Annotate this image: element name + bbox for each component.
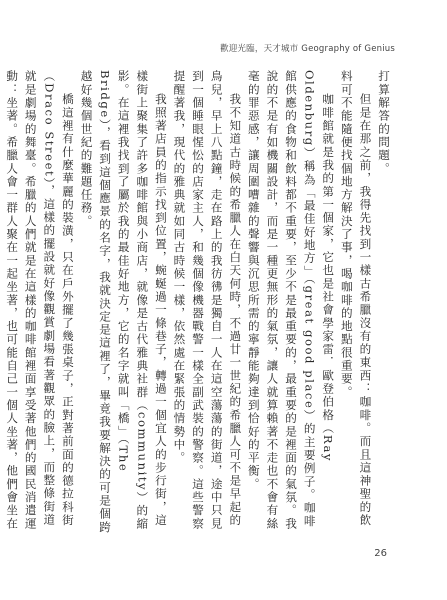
paragraph: 我不知道古時候的希臘人在白天何時，不過廿一世紀的希臘人可不是早起的鳥兒，早上八點鐘，走在路上的我彷彿是獨自一人在這空蕩蕩的街道，途中只見到一個睡眼惺忪的店家主人，和幾個像機器戰警一樣全副武裝的警察。這些警察提醒著我，現代的雅典就如同古時候一樣，依然處在緊張的情勢中。 — [172, 70, 243, 531]
running-header: 歡迎光臨，天才城市 Geography of Genius — [220, 44, 395, 54]
paragraph: 我照著店員的指示找到位置，蜿蜒過一條巷子，轉過一個宜人的步行街，這樣街上聚集了許多咖啡館與小商店，就像是古代雅典社群（community）的縮影。在這裡我找到了屬於我的最佳好地方，它的名字就叫「橋」（The Bridge），看到這個應景的名字，我就決定是這裡了，畢竟我要解決的可是個跨越好幾個世紀的難題任務。 — [79, 70, 168, 534]
page-number: 26 — [374, 548, 387, 559]
paragraph: 橋這裡有什麼華麗的裝潢，只在戶外擺了幾張桌子，正對著前面的德拉科街（Draco Street），這樣的擺設就好像觀賞劇場看著觀眾的臉上，而整條街道就是劇場的舞臺。希臘的人們就是在這樣的咖啡館裡面享受著他們的國民消遣運動：坐著。希臘人會一群人聚在一起坐著，也可能自己一個人坐著，他們會坐在 — [5, 70, 75, 531]
paragraph: 打算解答的問題。 — [377, 70, 391, 176]
paragraph: 咖啡館就是我的第一個家，它也是社會學家雷．歐登伯格（Ray Oldenburg）稱為「最佳好地方」（great good place）的主要例子。咖啡館供應的食物和飲料都不重要，至少不是最重要的，最重要的是裡面的氣氛。我說的不是有如機關設計，而是一種更無形的氣氛，讓人就算賴著不走也不會有絲毫的罪惡感，讓周圍嘈雜的聲響與沉思所需的寧靜能夠達到恰好的平衡。 — [246, 70, 336, 531]
body-text — [5, 70, 393, 536]
paragraph: 但是在那之前，我得先找到一樣古希臘沒有的東西：咖啡。而且這神聖的飲料可不能隨便找個地方解決了事，喝咖啡的地點很重要。 — [339, 70, 373, 528]
